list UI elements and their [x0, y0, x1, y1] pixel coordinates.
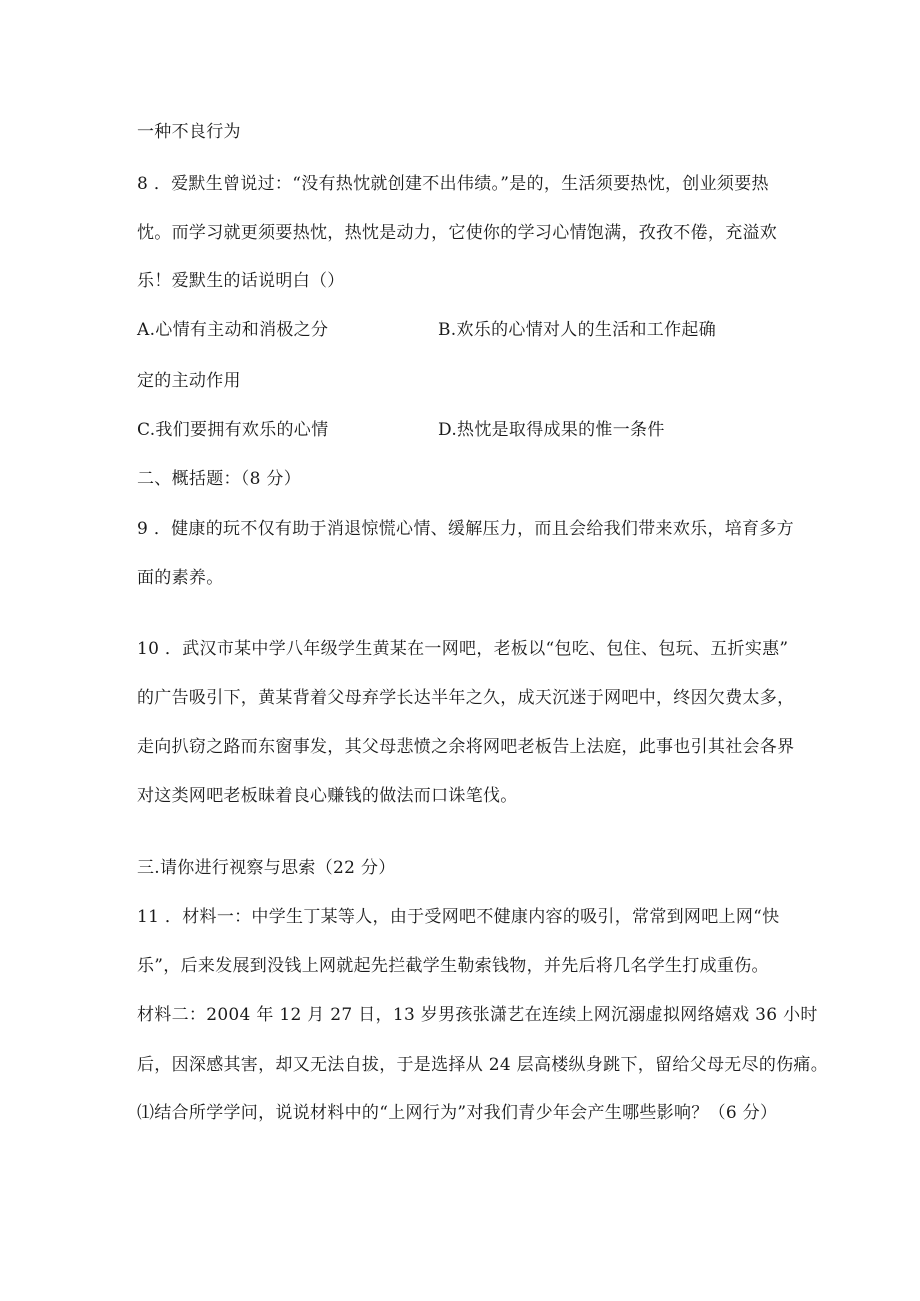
- question-11-line-2: 乐”，后来发展到没钱上网就起先拦截学生勒索钱物，并先后将几名学生打成重伤。: [137, 956, 769, 976]
- question-8-line-1: 8 ．爱默生曾说过：“没有热忱就创建不出伟绩。”是的，生活须要热忱，创业须要热: [137, 174, 769, 194]
- question-10-line-1: 10 ．武汉市某中学八年级学生黄某在一网吧，老板以“包吃、包住、包玩、五折实惠”: [137, 639, 789, 659]
- option-a: A.心情有主动和消极之分: [137, 320, 329, 340]
- option-d: D.热忱是取得成果的惟一条件: [438, 420, 665, 440]
- question-9-line-2: 面的素养。: [137, 568, 224, 588]
- section-3-heading: 三.请你进行视察与思索（22 分）: [137, 858, 396, 878]
- question-10-line-4: 对这类网吧老板昧着良心赚钱的做法而口诛笔伐。: [137, 786, 518, 806]
- question-11-line-1: 11 ．材料一：中学生丁某等人，由于受网吧不健康内容的吸引，常常到网吧上网“快: [137, 907, 780, 927]
- option-c: C.我们要拥有欢乐的心情: [137, 420, 329, 440]
- option-b-continued: 定的主动作用: [137, 371, 241, 391]
- section-2-heading: 二、概括题：（8 分）: [137, 469, 302, 489]
- question-10-line-2: 的广告吸引下，黄某背着父母弃学长达半年之久，成天沉迷于网吧中，终因欠费太多，: [137, 688, 795, 708]
- question-11-line-3: 材料二：2004 年 12 月 27 日，13 岁男孩张潇艺在连续上网沉溺虚拟网络嬉戏 36 小时: [137, 1005, 818, 1025]
- question-11-sub-1: ⑴结合所学学问，说说材料中的“上网行为”对我们青少年会产生哪些影响？（6 分）: [137, 1103, 778, 1123]
- question-8-line-2: 忱。而学习就更须要热忱，热忱是动力，它使你的学习心情饱满，孜孜不倦，充溢欢: [137, 223, 778, 243]
- question-8-line-3: 乐！爱默生的话说明白（）: [137, 271, 345, 291]
- question-9-line-1: 9 ．健康的玩不仅有助于消退惊慌心情、缓解压力，而且会给我们带来欢乐，培育多方: [137, 519, 794, 539]
- option-b: B.欢乐的心情对人的生活和工作起确: [438, 320, 716, 340]
- question-11-line-4: 后，因深感其害，却又无法自拔，于是选择从 24 层高楼纵身跳下，留给父母无尽的伤痛。: [137, 1055, 829, 1075]
- question-10-line-3: 走向扒窃之路而东窗事发，其父母悲愤之余将网吧老板告上法庭，此事也引其社会各界: [137, 737, 795, 757]
- text-line: 一种不良行为: [137, 122, 241, 142]
